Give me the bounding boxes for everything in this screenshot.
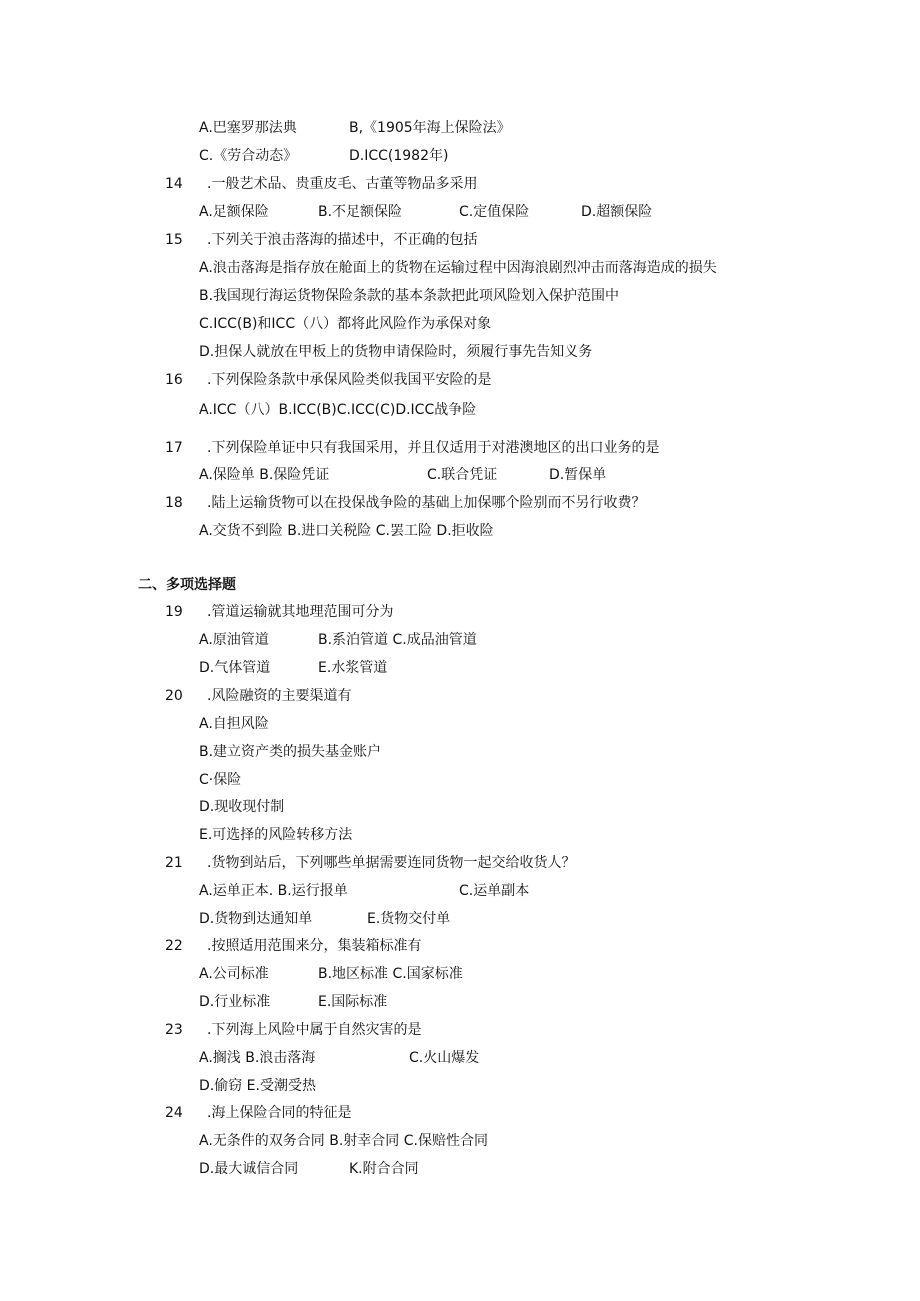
q17-option-ab: A.保险单 B.保险凭证: [199, 467, 330, 483]
q24-number: 24: [165, 1105, 183, 1121]
q14-number: 14: [165, 176, 183, 192]
q24-option-abc: A.无条件的双务合同 B.射幸合同 C.保赔性合同: [199, 1133, 488, 1149]
q20-text: .风险融资的主要渠道有: [207, 688, 352, 704]
q17-option-d: D.暂保单: [549, 467, 607, 483]
q21-option-e: E.货物交付单: [367, 911, 451, 927]
q18-options: A.交货不到险 B.进口关税险 C.罢工险 D.拒收险: [199, 523, 494, 539]
q14-text: .一般艺术品、贵重皮毛、古董等物品多采用: [207, 176, 478, 192]
q21-option-d: D.货物到达通知单: [199, 911, 313, 927]
q16-text: .下列保险条款中承保风险类似我国平安险的是: [207, 372, 492, 388]
q15-option-a: A.浪击落海是指存放在舱面上的货物在运输过程中因海浪剧烈冲击而落海造成的损失: [199, 260, 717, 276]
q24-option-k: K.附合合同: [349, 1161, 419, 1177]
q15-option-d: D.担保人就放在甲板上的货物申请保险时，须履行事先告知义务: [199, 344, 593, 360]
q22-option-d: D.行业标准: [199, 994, 271, 1010]
q18-text: .陆上运输货物可以在投保战争险的基础上加保哪个险别而不另行收费？: [207, 495, 646, 511]
q23-text: .下列海上风险中属于自然灾害的是: [207, 1022, 422, 1038]
q15-option-b: B.我国现行海运货物保险条款的基本条款把此项风险划入保护范围中: [199, 288, 620, 304]
q15-text: .下列关于浪击落海的描述中，不正确的包括: [207, 232, 478, 248]
q24-option-d: D.最大诚信合同: [199, 1161, 299, 1177]
q14-option-d: D.超额保险: [581, 204, 653, 220]
q13-option-a: A.巴塞罗那法典: [199, 120, 297, 136]
q15-option-c: C.ICC(B)和ICC（八）都将此风险作为承保对象: [199, 316, 492, 332]
q17-number: 17: [165, 440, 183, 456]
q17-option-c: C.联合凭证: [427, 467, 498, 483]
q19-text: .管道运输就其地理范围可分为: [207, 604, 394, 620]
q21-option-c: C.运单副本: [459, 883, 530, 899]
q23-number: 23: [165, 1022, 183, 1038]
q19-option-d: D.气体管道: [199, 660, 271, 676]
q19-option-bc: B.系泊管道 C.成品油管道: [318, 632, 477, 648]
q16-options: A.ICC（八）B.ICC(B)C.ICC(C)D.ICC战争险: [199, 402, 477, 418]
q23-option-c: C.火山爆发: [409, 1050, 480, 1066]
q19-option-a: A.原油管道: [199, 632, 269, 648]
q23-option-ab: A.搁浅 B.浪击落海: [199, 1050, 316, 1066]
section-heading: 二、多项选择题: [138, 577, 236, 593]
q13-option-b: B,《1905年海上保险法》: [349, 120, 511, 136]
q19-number: 19: [165, 604, 183, 620]
q17-text: .下列保险单证中只有我国采用，并且仅适用于对港澳地区的出口业务的是: [207, 440, 660, 456]
q20-option-e: E.可选择的风险转移方法: [199, 827, 353, 843]
q21-number: 21: [165, 855, 183, 871]
q22-option-a: A.公司标准: [199, 966, 269, 982]
q20-option-b: B.建立资产类的损失基金账户: [199, 744, 382, 760]
q20-option-d: D.现收现付制: [199, 799, 285, 815]
q21-text: .货物到站后，下列哪些单据需要连同货物一起交给收货人？: [207, 855, 576, 871]
q20-option-c: C·保险: [199, 772, 242, 788]
q14-option-b: B.不足额保险: [318, 204, 403, 220]
q22-number: 22: [165, 938, 183, 954]
q13-option-c: C.《劳合动态》: [199, 148, 298, 164]
q24-text: .海上保险合同的特征是: [207, 1105, 352, 1121]
q18-number: 18: [165, 495, 183, 511]
q13-option-d: D.ICC(1982年): [349, 148, 449, 164]
q22-option-e: E.国际标准: [318, 994, 388, 1010]
q20-option-a: A.自担风险: [199, 716, 269, 732]
q22-text: .按照适用范围来分，集装箱标准有: [207, 938, 422, 954]
q20-number: 20: [165, 688, 183, 704]
q14-option-a: A.足额保险: [199, 204, 269, 220]
q23-option-de: D.偷窃 E.受潮受热: [199, 1078, 316, 1094]
q15-number: 15: [165, 232, 183, 248]
q14-option-c: C.定值保险: [459, 204, 530, 220]
q19-option-e: E.水浆管道: [318, 660, 388, 676]
q22-option-bc: B.地区标准 C.国家标准: [318, 966, 463, 982]
q16-number: 16: [165, 372, 183, 388]
q21-option-ab: A.运单正本. B.运行报单: [199, 883, 348, 899]
